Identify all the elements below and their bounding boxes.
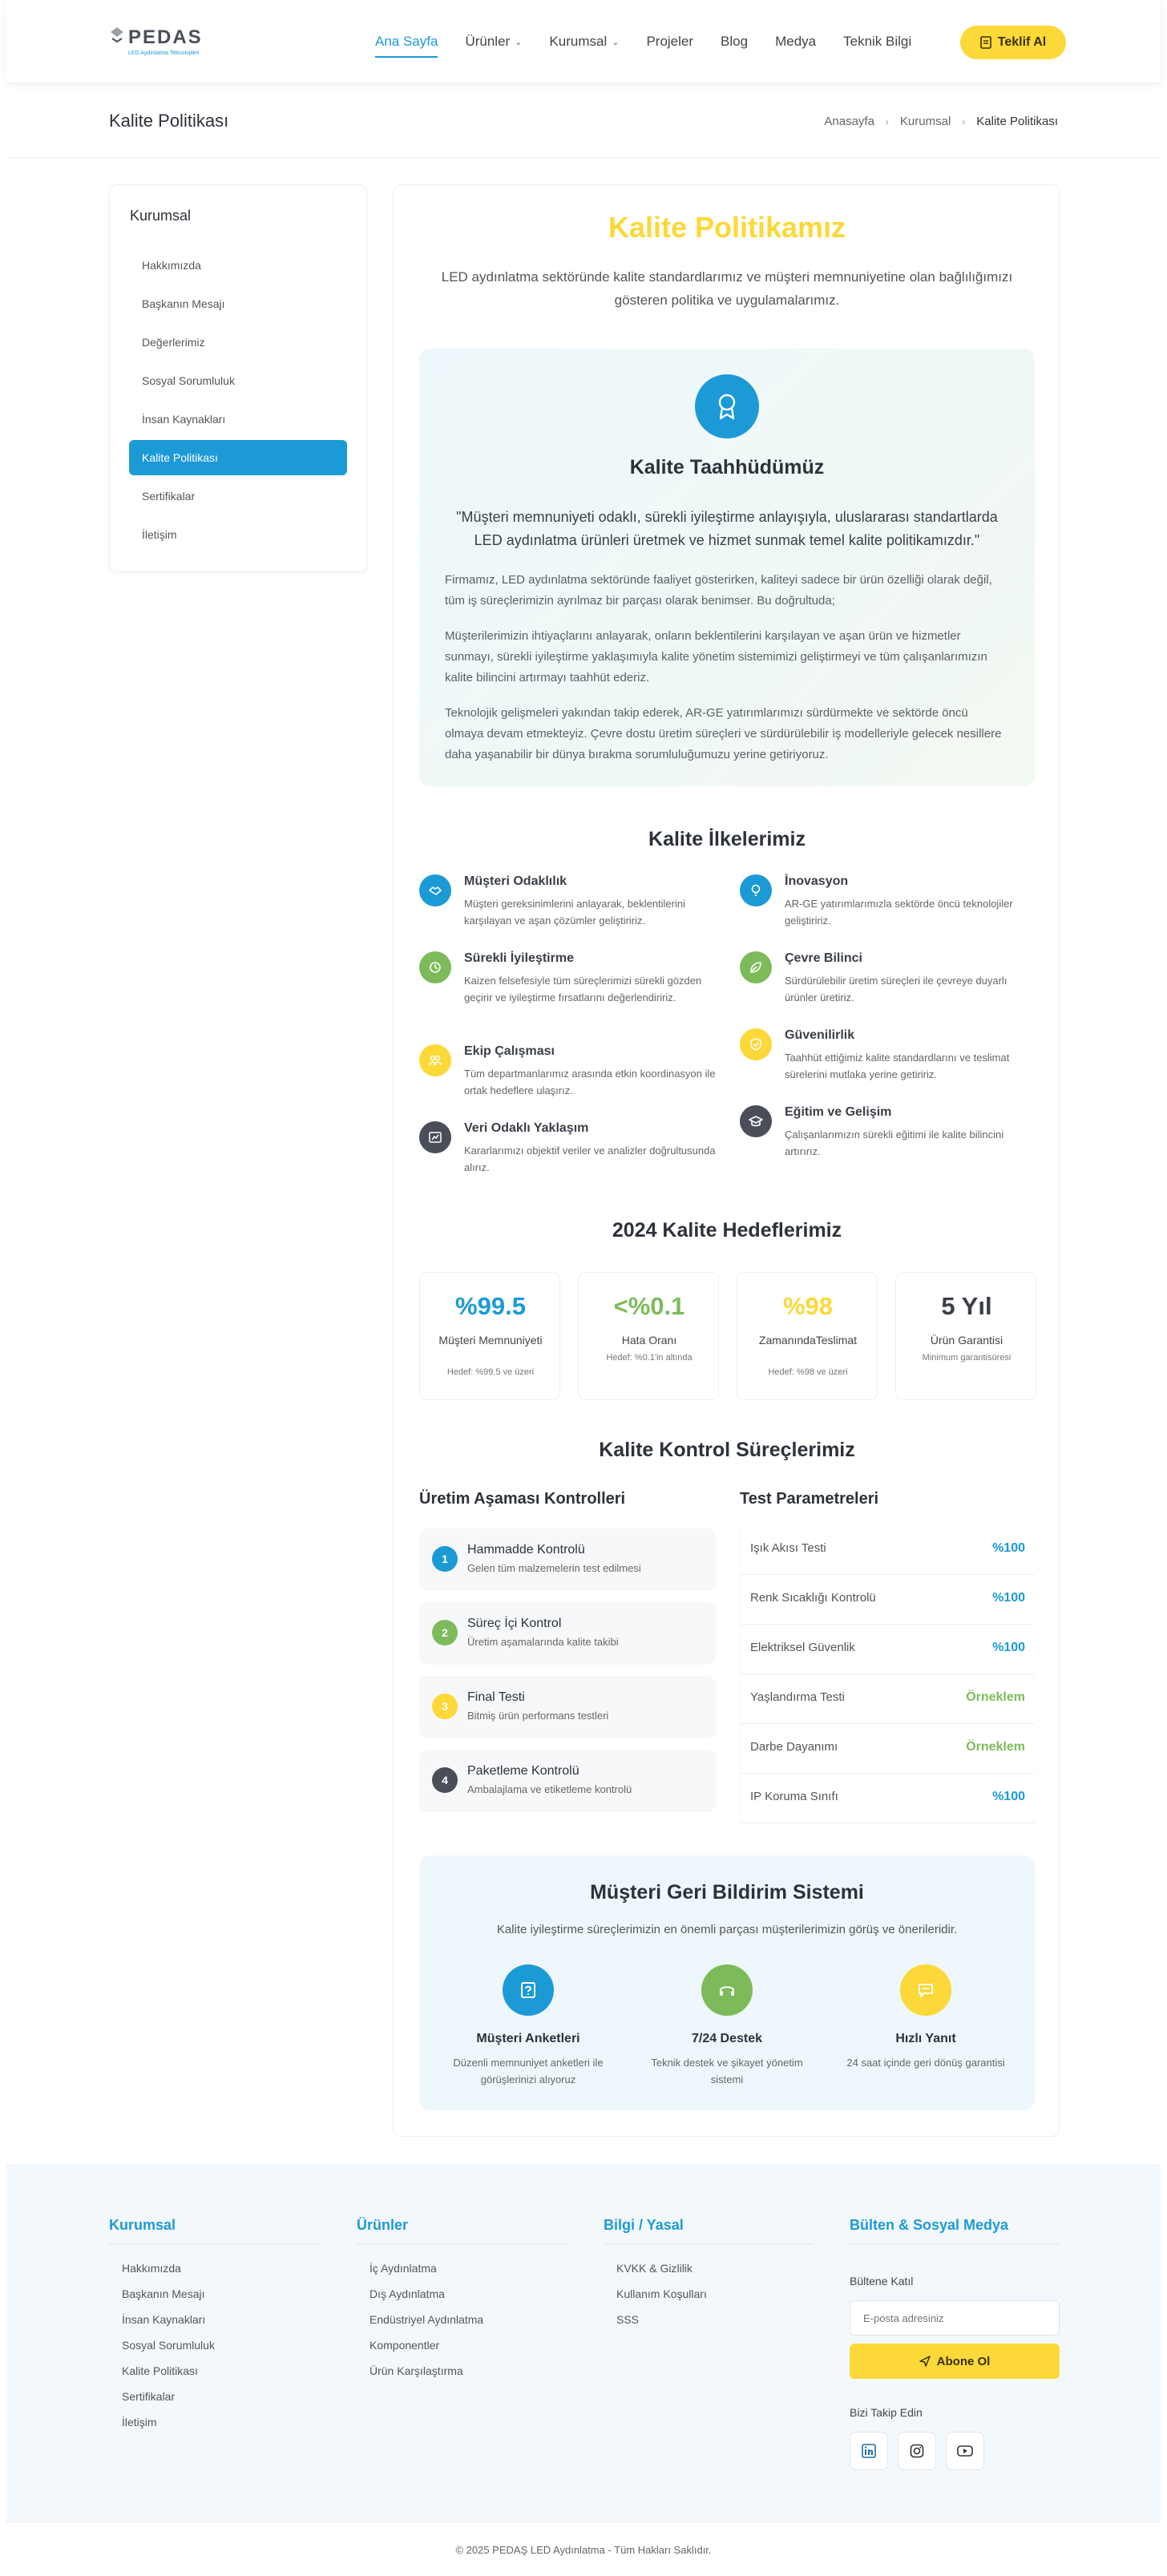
principle-desc: Müşteri gereksinimlerini anlayarak, beklentilerini karşılayan ve aşan çözümler geliştiririz.: [464, 898, 686, 927]
award-icon: [695, 374, 759, 438]
step-desc: Üretim aşamalarında kalite takibi: [467, 1636, 619, 1648]
sidebar-item-hakkimizda[interactable]: Hakkımızda: [142, 259, 201, 272]
feedback-section: [419, 1855, 1035, 2110]
instagram-button[interactable]: [898, 2432, 936, 2470]
youtube-icon: [957, 2445, 973, 2457]
parameter-name: Elektriksel Güvenlik: [750, 1641, 855, 1654]
chevron-right-icon: ›: [885, 115, 889, 127]
goal-value: <%0.1: [613, 1292, 685, 1320]
feedback-item-title: Müşteri Anketleri: [476, 2032, 580, 2045]
footer-col-title: Bülten & Sosyal Medya: [850, 2217, 1060, 2244]
logo-mark-icon: [109, 22, 245, 61]
nav-kurumsal[interactable]: [549, 30, 619, 53]
test-parameter-row: [740, 1774, 1035, 1823]
subscribe-label: Abone Ol: [936, 2354, 991, 2368]
headset-icon: [701, 1964, 753, 2016]
sidebar-item-sertifikalar[interactable]: Sertifikalar: [142, 490, 196, 503]
commitment-title: Kalite Taahhüdümüz: [629, 456, 825, 478]
footer-col-urunler: [357, 2217, 567, 2384]
chat-icon: [900, 1964, 951, 2016]
linkedin-icon: [862, 2444, 876, 2458]
footer-col-title: Bilgi / Yasal: [604, 2217, 814, 2244]
footer-link[interactable]: Sosyal Sorumluluk: [122, 2339, 215, 2352]
divider: [6, 157, 1161, 158]
step-title: Süreç İçi Kontrol: [467, 1617, 562, 1630]
parameter-value: %100: [992, 1541, 1025, 1555]
breadcrumb-home[interactable]: Anasayfa: [824, 115, 874, 128]
control-step: [419, 1676, 716, 1738]
control-step: [419, 1602, 716, 1665]
test-parameter-row: [740, 1674, 1035, 1724]
breadcrumb: [824, 115, 1058, 128]
goal-target: Hedef: %98 ve üzeri: [768, 1367, 848, 1377]
leaf-icon: [740, 951, 772, 983]
control-title: Kalite Kontrol Süreçlerimiz: [599, 1439, 855, 1461]
cta-label: Teklif Al: [997, 35, 1047, 49]
nav-medya[interactable]: [775, 30, 816, 53]
principle-desc: Çalışanlarımızın sürekli eğitimi ile kalite bilincini artırırız.: [785, 1129, 1004, 1157]
commitment-paragraph: Teknolojik gelişmeleri yakından takip ederek, AR-GE yatırımlarımızı sürdürmekte ve sektörde öncü olmaya devam etmekteyiz. Çevre dostu üretim süreçleri ve sürdürülebilir iş modelleriyle gelecek nesillere daha yaşanabilir bir dünya bırakma sorumluluğumuzu yerine getiriyoruz.: [445, 706, 1002, 761]
goal-label: Ürün Garantisi: [930, 1334, 1003, 1347]
goal-target: Hedef: %0.1'in altında: [606, 1353, 693, 1363]
footer-link[interactable]: Kalite Politikası: [122, 2364, 198, 2377]
bulb-icon: [740, 874, 772, 906]
principle-title: Çevre Bilinci: [785, 951, 862, 965]
goal-value: 5 Yıl: [941, 1292, 992, 1320]
principle-item: [419, 951, 716, 1015]
footer-col-title: Kurumsal: [109, 2217, 319, 2244]
nav-label: Kurumsal: [549, 34, 608, 49]
feedback-item: [639, 1964, 815, 2101]
test-parameter-row: [740, 1575, 1035, 1625]
step-title: Paketleme Kontrolü: [467, 1764, 579, 1778]
principle-item: [419, 874, 716, 939]
team-icon: [419, 1044, 451, 1076]
footer-col-kurumsal: [109, 2217, 319, 2435]
footer-col-bilgi: [604, 2217, 814, 2332]
survey-icon: [503, 1964, 554, 2016]
footer-link[interactable]: KVKK & Gizlilik: [616, 2262, 693, 2275]
principle-item: [740, 1105, 1036, 1169]
graduation-icon: [740, 1105, 772, 1137]
goal-card: [895, 1272, 1036, 1400]
step-desc: Ambalajlama ve etiketleme kontrolü: [467, 1783, 632, 1795]
send-icon: [919, 2356, 931, 2367]
principle-title: Müşteri Odaklılık: [464, 874, 567, 888]
principle-item: [740, 951, 1036, 1015]
sidebar: [109, 184, 367, 572]
nav-label: Medya: [775, 34, 817, 49]
principle-item: [740, 1028, 1036, 1092]
newsletter-label: Bültene Katıl: [850, 2275, 914, 2287]
principle-desc: Sürdürülebilir üretim süreçleri ile çevreye duyarlı ürünler üretiriz.: [785, 975, 1007, 1003]
step-number: 4: [432, 1767, 458, 1793]
principle-item: [740, 874, 1036, 939]
footer-links: [109, 2255, 319, 2435]
parameter-value: %100: [992, 1641, 1025, 1654]
sidebar-menu: [129, 248, 347, 555]
footer-link[interactable]: Ürün Karşılaştırma: [369, 2364, 463, 2377]
footer-link[interactable]: Başkanın Mesajı: [122, 2287, 205, 2300]
footer-link[interactable]: İletişim: [122, 2416, 157, 2429]
feedback-item: [838, 1964, 1014, 2101]
sidebar-item-baskanin-mesaji[interactable]: Başkanın Mesajı: [142, 297, 225, 310]
principle-desc: Taahhüt ettiğimiz kalite standardlarını ve teslimat sürelerini mutlaka yerine getiririz.: [785, 1052, 1010, 1080]
footer-link[interactable]: SSS: [616, 2313, 640, 2326]
footer-link[interactable]: Komponentler: [369, 2339, 440, 2352]
footer-link[interactable]: Sertifikalar: [122, 2390, 176, 2403]
parameter-name: Darbe Dayanımı: [750, 1740, 838, 1754]
footer-link[interactable]: Dış Aydınlatma: [369, 2287, 445, 2300]
nav-label: Teknik Bilgi: [843, 34, 912, 49]
site-header: [6, 0, 1161, 83]
principle-item: [419, 1121, 716, 1185]
principle-desc: Tüm departmanlarımız arasında etkin koordinasyon ile ortak hedeflere ulaşırız.: [464, 1068, 716, 1096]
principle-title: Sürekli İyileştirme: [464, 951, 574, 965]
parameter-name: Yaşlandırma Testi: [750, 1690, 845, 1704]
nav-teknik-bilgi[interactable]: [843, 30, 911, 53]
breadcrumb-current: Kalite Politikası: [976, 115, 1058, 128]
sidebar-title: Kurumsal: [130, 208, 192, 224]
site-logo[interactable]: [109, 22, 245, 61]
sidebar-item-iletisim[interactable]: İletişim: [142, 528, 177, 541]
quote-request-button[interactable]: [960, 26, 1066, 59]
nav-label: Ürünler: [465, 34, 511, 49]
principle-title: Eğitim ve Gelişim: [785, 1105, 892, 1119]
sidebar-item-degerlerimiz[interactable]: Değerlerimiz: [142, 336, 205, 349]
newsletter-email-input[interactable]: [850, 2300, 1060, 2336]
goal-target: Minimum garantisüresi: [922, 1353, 1012, 1363]
control-step: [419, 1750, 716, 1812]
feedback-item: [440, 1964, 616, 2101]
test-parameter-row: [740, 1724, 1035, 1774]
sidebar-item-sosyal-sorumluluk[interactable]: Sosyal Sorumluluk: [142, 374, 235, 387]
nav-label: Ana Sayfa: [375, 34, 438, 49]
step-title: Hammadde Kontrolü: [467, 1543, 585, 1557]
step-desc: Gelen tüm malzemelerin test edilmesi: [467, 1562, 641, 1574]
intro-text: LED aydınlatma sektöründe kalite standardlarımız ve müşteri memnuniyetine olan bağlılığımızı gösteren politika ve uygulamalarımız.: [441, 269, 1013, 308]
instagram-icon: [910, 2444, 924, 2458]
parameter-name: IP Koruma Sınıfı: [750, 1790, 838, 1803]
nav-label: Blog: [721, 34, 749, 49]
goal-target: Hedef: %99.5 ve üzeri: [446, 1367, 535, 1377]
principle-title: İnovasyon: [785, 874, 849, 888]
nav-label: Projeler: [646, 34, 694, 49]
parameter-value: %100: [992, 1790, 1025, 1803]
nav-ana-sayfa[interactable]: [375, 30, 438, 53]
footer-links: [357, 2255, 567, 2384]
step-number: 2: [432, 1620, 458, 1645]
feedback-item-desc: 24 saat içinde geri dönüş garantisi: [846, 2057, 1005, 2069]
principle-title: Güvenilirlik: [785, 1028, 855, 1042]
parameter-value: %100: [992, 1591, 1025, 1605]
nav-urunler[interactable]: [465, 30, 522, 53]
test-parameter-row: [740, 1625, 1035, 1674]
feedback-item-title: Hızlı Yanıt: [895, 2032, 956, 2045]
commitment-paragraph: Müşterilerimizin ihtiyaçlarını anlayarak, onların beklentilerini karşılayan ve aşan ürün ve hizmetler sunmayı, sürekli iyileştirme yaklaşımıyla kalite yönetim sistemimizi geliştirmeyi ve tüm çalışanlarımızın kalite bilincini artırmayı taahhüt ederiz.: [445, 629, 987, 684]
goal-card: [578, 1272, 719, 1400]
goal-card: [419, 1272, 560, 1400]
footer-link[interactable]: Kullanım Koşulları: [616, 2287, 707, 2300]
step-title: Final Testi: [467, 1690, 525, 1704]
footer-col-title: Ürünler: [357, 2217, 567, 2244]
principle-desc: Kaizen felsefesiyle tüm süreçlerimizi sürekli gözden geçirir ve iyileştirme fırsatlarını değerlendiririz.: [464, 975, 702, 1003]
nav-blog[interactable]: [721, 30, 748, 53]
commitment-card: [419, 349, 1035, 786]
shield-icon: [740, 1028, 772, 1060]
handshake-icon: [419, 874, 451, 906]
goal-value: %99.5: [455, 1292, 526, 1320]
goal-label: Müşteri Memnuniyeti: [438, 1334, 543, 1347]
copyright-text: © 2025 PEDAŞ LED Aydınlatma - Tüm Hakları Saklıdır.: [455, 2544, 712, 2556]
footer-link[interactable]: İnsan Kaynakları: [122, 2313, 206, 2326]
feedback-desc: Kalite iyileştirme süreçlerimizin en önemli parçası müşterilerimizin görüş ve önerileridir.: [496, 1923, 958, 1936]
footer-divider: [6, 2521, 1161, 2522]
breadcrumb-kurumsal[interactable]: Kurumsal: [899, 115, 951, 128]
commitment-paragraph: Firmamız, LED aydınlatma sektöründe faaliyet gösterirken, kaliteyi sadece bir ürün özelliği olarak değil, tüm iş süreçlerimizin ayrılmaz bir parçası olarak benimser. Bu doğrultuda;: [445, 573, 992, 608]
test-parameter-row: [740, 1525, 1035, 1575]
steps-title: Üretim Aşaması Kontrolleri: [419, 1490, 626, 1508]
chart-icon: [419, 1121, 451, 1153]
principle-item: [419, 1044, 716, 1108]
goal-card: [737, 1272, 878, 1400]
main-heading: Kalite Politikamız: [608, 211, 846, 244]
goal-value: %98: [782, 1292, 834, 1320]
youtube-button[interactable]: [946, 2432, 984, 2470]
feedback-item-title: 7/24 Destek: [691, 2032, 763, 2045]
parameter-value: Örneklem: [966, 1690, 1025, 1704]
parameter-name: Işık Akısı Testi: [750, 1541, 826, 1555]
linkedin-button[interactable]: [850, 2432, 888, 2470]
params-title: Test Parametreleri: [740, 1490, 879, 1508]
sidebar-item-kalite-politikasi[interactable]: Kalite Politikası: [129, 440, 347, 475]
chevron-down-icon: ⌄: [612, 37, 620, 47]
footer-col-bulten: [850, 2217, 1060, 2244]
footer-link[interactable]: İç Aydınlatma: [369, 2262, 437, 2275]
principle-desc: Kararlarımızı objektif veriler ve analizler doğrultusunda alırız.: [464, 1145, 716, 1173]
site-footer: [6, 2164, 1161, 2521]
main-content: [393, 184, 1060, 2137]
svg-text:PEDAS: PEDAS: [128, 26, 203, 48]
step-desc: Bitmiş ürün performans testleri: [467, 1710, 609, 1722]
step-number: 1: [432, 1546, 458, 1572]
follow-label: Bizi Takip Edin: [850, 2406, 923, 2419]
page-title: Kalite Politikası: [109, 111, 229, 131]
goal-label: ZamanındaTeslimat: [758, 1334, 858, 1347]
svg-text:LED Aydınlatma Teknolojileri: LED Aydınlatma Teknolojileri: [128, 50, 200, 56]
goal-label: Hata Oranı: [621, 1334, 677, 1347]
document-icon: [980, 36, 991, 49]
feedback-item-desc: Teknik destek ve şikayet yönetim sistemi: [651, 2057, 803, 2085]
feedback-item-desc: Düzenli memnuniyet anketleri ile görüşlerinizi alıyoruz: [453, 2057, 604, 2085]
parameter-name: Renk Sıcaklığı Kontrolü: [750, 1591, 876, 1605]
principles-title: Kalite İlkelerimiz: [648, 828, 806, 850]
principle-desc: AR-GE yatırımlarımızla sektörde öncü teknolojiler geliştiririz.: [785, 898, 1013, 927]
cycle-icon: [419, 951, 451, 983]
step-number: 3: [432, 1694, 458, 1719]
sidebar-item-insan-kaynaklari[interactable]: İnsan Kaynakları: [142, 413, 226, 426]
feedback-title: Müşteri Geri Bildirim Sistemi: [590, 1881, 864, 1904]
footer-link[interactable]: Endüstriyel Aydınlatma: [369, 2313, 484, 2326]
principle-title: Ekip Çalışması: [464, 1044, 555, 1058]
chevron-down-icon: ⌄: [515, 37, 523, 47]
footer-link[interactable]: Hakkımızda: [122, 2262, 181, 2275]
control-step: [419, 1528, 716, 1591]
goals-title: 2024 Kalite Hedeflerimiz: [612, 1219, 842, 1242]
main-nav: [375, 30, 939, 53]
subscribe-button[interactable]: [850, 2344, 1060, 2379]
footer-links: [604, 2255, 814, 2332]
principle-title: Veri Odaklı Yaklaşım: [464, 1121, 589, 1135]
chevron-right-icon: ›: [962, 115, 966, 127]
parameter-value: Örneklem: [966, 1740, 1025, 1754]
commitment-quote: "Müşteri memnuniyeti odaklı, sürekli iyileştirme anlayışıyla, uluslararası standartlarda LED aydınlatma ürünleri üretmek ve hizmet sunmak temel kalite politikamızdır.": [456, 509, 998, 548]
nav-projeler[interactable]: [646, 30, 693, 53]
